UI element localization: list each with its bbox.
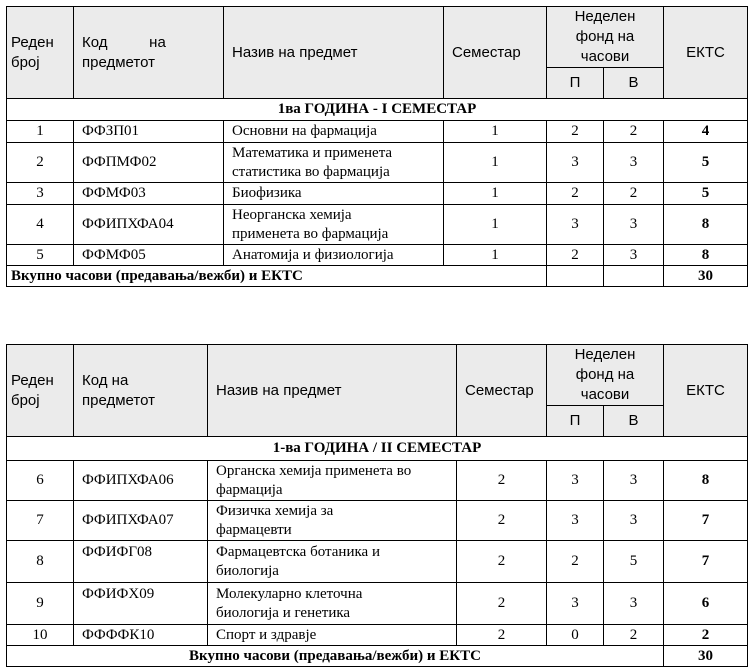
row-code: ФФМФ05: [74, 245, 224, 266]
total-ects: 30: [664, 646, 748, 667]
row-p: 3: [547, 143, 604, 183]
header-weekly-hours: Неделен фонд на часови: [547, 7, 664, 68]
total-v: [604, 266, 664, 287]
row-p: 3: [547, 583, 604, 625]
section-row: [7, 99, 748, 121]
row-v: 3: [604, 583, 664, 625]
row-v: 3: [604, 245, 664, 266]
row-code: ФФИПХФА07: [74, 501, 208, 541]
row-p: 3: [547, 501, 604, 541]
row-code: ФФЗП01: [74, 121, 224, 143]
row-name: Анатомија и физиологија: [224, 245, 444, 266]
table-row: [7, 461, 748, 501]
row-ects: 7: [664, 501, 748, 541]
row-ects: 7: [664, 541, 748, 583]
header-no: Реден број: [7, 7, 74, 99]
row-no: 9: [7, 583, 74, 625]
header-p: П: [547, 406, 604, 437]
table-row: [7, 541, 748, 583]
row-name: Молекуларно клеточна биологија и генетика: [208, 583, 457, 625]
row-p: 2: [547, 121, 604, 143]
header-semester: Семестар: [444, 7, 547, 99]
row-no: 8: [7, 541, 74, 583]
row-p: 2: [547, 245, 604, 266]
row-no: 4: [7, 205, 74, 245]
total-label: Вкупно часови (предавања/вежби) и ЕКТС: [7, 646, 664, 667]
total-row: [7, 646, 748, 667]
header-row: [7, 7, 748, 68]
total-ects: 30: [664, 266, 748, 287]
table-row: [7, 583, 748, 625]
row-ects: 5: [664, 183, 748, 205]
header-ects: ЕКТС: [664, 7, 748, 99]
header-v: В: [604, 406, 664, 437]
header-name: Назив на предмет: [208, 345, 457, 437]
header-name: Назив на предмет: [224, 7, 444, 99]
row-name: Спорт и здравје: [208, 625, 457, 646]
row-name: Фармацевтска ботаника и биологија: [208, 541, 457, 583]
row-name: Неорганска хемија применета во фармација: [224, 205, 444, 245]
row-v: 2: [604, 625, 664, 646]
row-ects: 8: [664, 461, 748, 501]
row-name: Органска хемија применета во фармација: [208, 461, 457, 501]
row-p: 2: [547, 183, 604, 205]
total-p: [547, 266, 604, 287]
row-code: ФФИФХ09: [74, 583, 208, 625]
row-name: Основни на фармација: [224, 121, 444, 143]
section-title: 1ва ГОДИНА - I СЕМЕСТАР: [7, 99, 748, 121]
total-label: Вкупно часови (предавања/вежби) и ЕКТС: [7, 266, 547, 287]
table-row: [7, 501, 748, 541]
row-ects: 4: [664, 121, 748, 143]
row-code: ФФПМФ02: [74, 143, 224, 183]
row-semester: 1: [444, 143, 547, 183]
row-name: Физичка хемија за фармацевти: [208, 501, 457, 541]
row-semester: 2: [457, 461, 547, 501]
row-no: 3: [7, 183, 74, 205]
row-no: 6: [7, 461, 74, 501]
row-semester: 2: [457, 501, 547, 541]
table-row: [7, 625, 748, 646]
row-name: Математика и применета статистика во фармација: [224, 143, 444, 183]
row-code: ФФИПХФА06: [74, 461, 208, 501]
row-code: ФФИФГ08: [74, 541, 208, 583]
row-ects: 8: [664, 245, 748, 266]
row-semester: 2: [457, 583, 547, 625]
curriculum-table-semester-1: [6, 6, 748, 287]
row-v: 3: [604, 143, 664, 183]
header-p: П: [547, 68, 604, 99]
row-v: 3: [604, 205, 664, 245]
row-semester: 2: [457, 541, 547, 583]
row-semester: 2: [457, 625, 547, 646]
table-row: [7, 183, 748, 205]
row-v: 2: [604, 121, 664, 143]
row-semester: 1: [444, 245, 547, 266]
row-code: ФФМФ03: [74, 183, 224, 205]
row-v: 3: [604, 461, 664, 501]
header-semester: Семестар: [457, 345, 547, 437]
table-row: [7, 143, 748, 183]
row-ects: 5: [664, 143, 748, 183]
row-p: 3: [547, 461, 604, 501]
header-weekly-hours: Неделен фонд на часови: [547, 345, 664, 406]
row-v: 2: [604, 183, 664, 205]
row-no: 10: [7, 625, 74, 646]
row-semester: 1: [444, 205, 547, 245]
row-code: ФФФФК10: [74, 625, 208, 646]
row-semester: 1: [444, 183, 547, 205]
section-title: 1-ва ГОДИНА / II СЕМЕСТАР: [7, 437, 748, 461]
row-ects: 2: [664, 625, 748, 646]
row-no: 2: [7, 143, 74, 183]
row-semester: 1: [444, 121, 547, 143]
row-p: 3: [547, 205, 604, 245]
row-no: 7: [7, 501, 74, 541]
header-no: Реден број: [7, 345, 74, 437]
row-name: Биофизика: [224, 183, 444, 205]
header-code: Код на предметот: [74, 345, 208, 437]
header-v: В: [604, 68, 664, 99]
row-code: ФФИПХФА04: [74, 205, 224, 245]
row-v: 3: [604, 501, 664, 541]
header-row: [7, 345, 748, 406]
curriculum-table-semester-2: [6, 344, 748, 667]
row-p: 0: [547, 625, 604, 646]
total-row: [7, 266, 748, 287]
row-ects: 8: [664, 205, 748, 245]
table-row: [7, 205, 748, 245]
row-ects: 6: [664, 583, 748, 625]
table-row: [7, 121, 748, 143]
section-row: [7, 437, 748, 461]
table-row: [7, 245, 748, 266]
row-no: 1: [7, 121, 74, 143]
row-no: 5: [7, 245, 74, 266]
row-v: 5: [604, 541, 664, 583]
header-code: Код на предметот: [74, 7, 224, 99]
row-p: 2: [547, 541, 604, 583]
header-ects: ЕКТС: [664, 345, 748, 437]
